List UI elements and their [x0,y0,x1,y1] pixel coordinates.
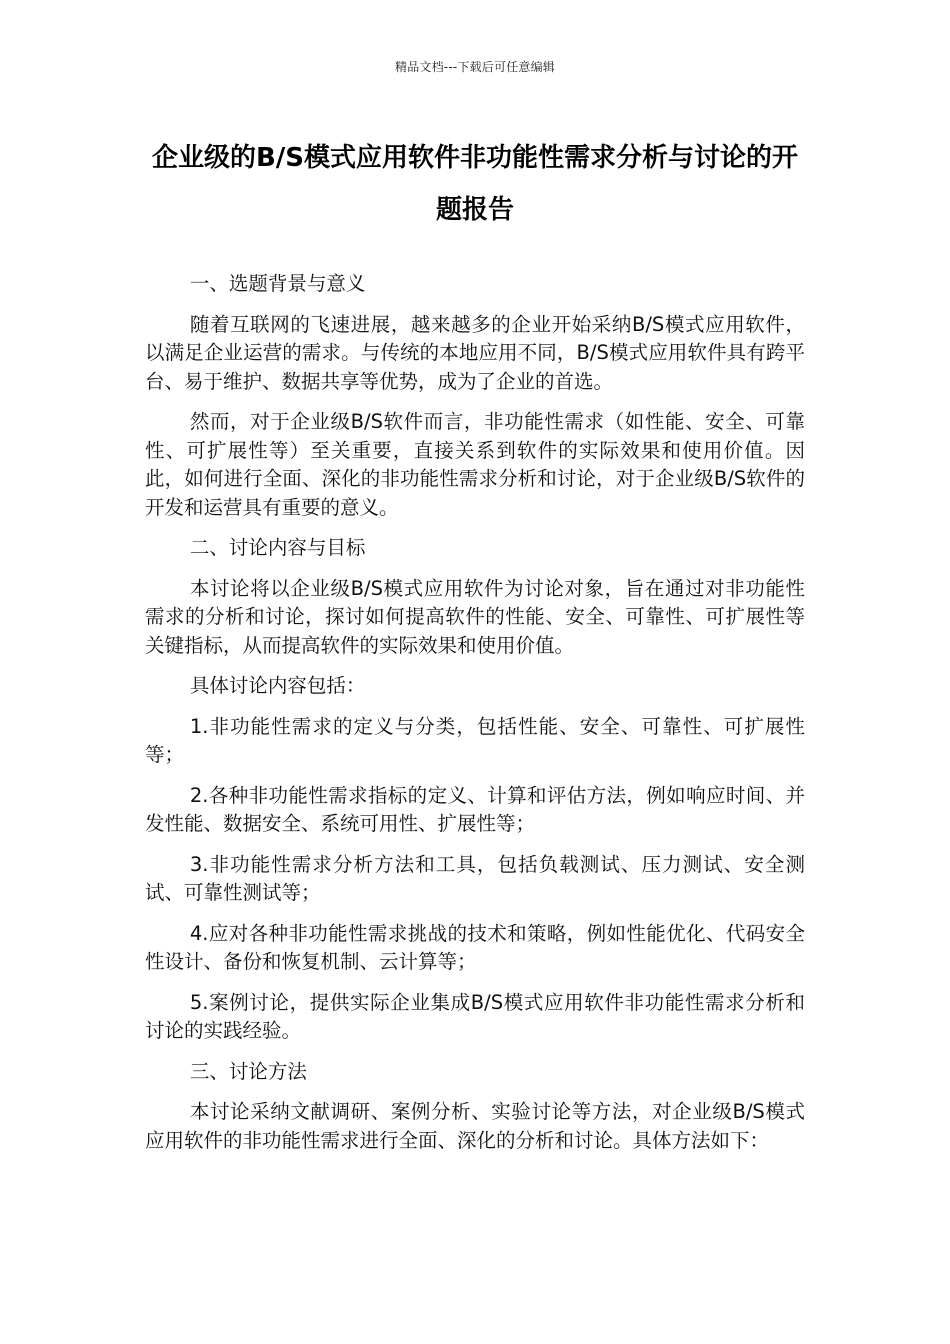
section-heading-method: 三、讨论方法 [189,1059,307,1083]
section-heading-content: 二、讨论内容与目标 [189,536,366,559]
document-body [145,270,805,1167]
header-note: 精品文档---下载后可任意编辑 [395,60,555,74]
document-title: 企业级的B/S模式应用软件非功能性需求分析与讨论的开题报告 [151,143,799,225]
paragraph-content-list-intro: 具体讨论内容包括： [189,674,366,697]
paragraph-background-2: 然而，对于企业级B/S软件而言，非功能性需求（如性能、安全、可靠性、可扩展性等）至关重要，直接关系到软件的实际效果和使用价值。因此，如何进行全面、深化的非功能性需求分析和讨论，对于企业级B/S软件的开发和运营具有重要的意义。 [145,410,805,519]
paragraph-background-1: 随着互联网的飞速进展，越来越多的企业开始采纳B/S模式应用软件，以满足企业运营的需求。与传统的本地应用不同，B/S模式应用软件具有跨平台、易于维护、数据共享等优势，成为了企业的首选。 [145,312,805,393]
list-item: 2.各种非功能性需求指标的定义、计算和评估方法，例如响应时间、并发性能、数据安全、系统可用性、扩展性等； [145,783,805,835]
list-item: 5.案例讨论，提供实际企业集成B/S模式应用软件非功能性需求分析和讨论的实践经验。 [145,990,805,1042]
paragraph-content-intro: 本讨论将以企业级B/S模式应用软件为讨论对象，旨在通过对非功能性需求的分析和讨论，探讨如何提高软件的性能、安全、可靠性、可扩展性等关键指标，从而提高软件的实际效果和使用价值。 [145,576,805,657]
list-item: 1.非功能性需求的定义与分类，包括性能、安全、可靠性、可扩展性等； [145,714,805,766]
paragraph-method: 本讨论采纳文献调研、案例分析、实验讨论等方法，对企业级B/S模式应用软件的非功能性需求进行全面、深化的分析和讨论。具体方法如下： [145,1100,805,1152]
section-heading-background: 一、选题背景与意义 [189,272,366,295]
list-item: 3.非功能性需求分析方法和工具，包括负载测试、压力测试、安全测试、可靠性测试等； [145,852,805,904]
list-item: 4.应对各种非功能性需求挑战的技术和策略，例如性能优化、代码安全性设计、备份和恢复机制、云计算等； [145,921,805,973]
